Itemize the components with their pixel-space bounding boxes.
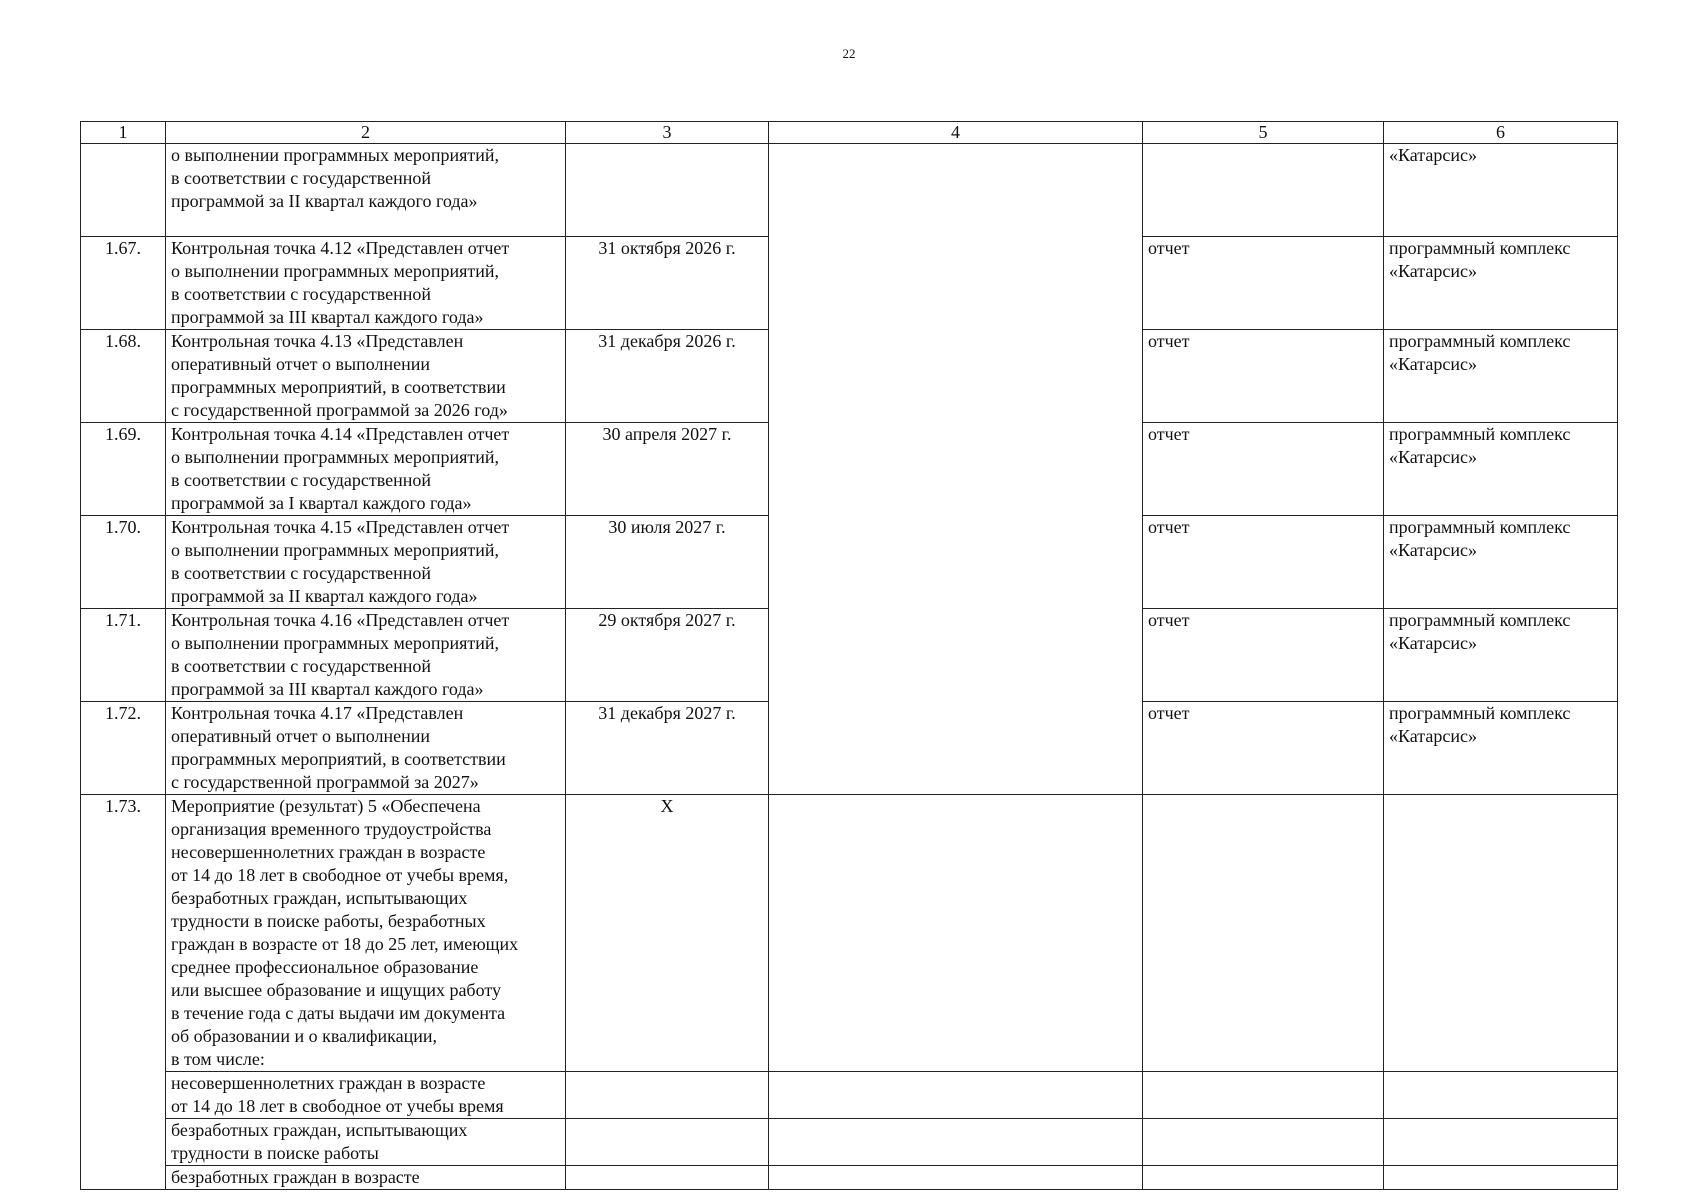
empty-cell	[1384, 795, 1618, 1072]
row-date: 31 декабря 2027 г.	[566, 702, 769, 795]
empty-cell	[1384, 1119, 1618, 1166]
row-text: Контрольная точка 4.13 «Представлен оперативный отчет о выполнении программных мероприятий, в соответствии с государственной программой за 2026 год»	[166, 330, 566, 423]
empty-cell	[1143, 1072, 1384, 1119]
empty-cell	[769, 1072, 1143, 1119]
row-source: программный комплекс «Катарсис»	[1384, 516, 1618, 609]
row-number: 1.69.	[81, 423, 166, 516]
row-date: 30 апреля 2027 г.	[566, 423, 769, 516]
row-number: 1.68.	[81, 330, 166, 423]
empty-cell	[769, 795, 1143, 1072]
table-row	[81, 1072, 1618, 1119]
row-date: 31 декабря 2026 г.	[566, 330, 769, 423]
row-text: о выполнении программных мероприятий, в соответствии с государственной программой за II квартал каждого года»	[166, 144, 566, 237]
row-source: программный комплекс «Катарсис»	[1384, 609, 1618, 702]
row-number: 1.71.	[81, 609, 166, 702]
header-cell: 6	[1384, 122, 1618, 144]
page-number: 22	[842, 46, 856, 61]
subrow-text: безработных граждан, испытывающих трудности в поиске работы	[166, 1119, 566, 1166]
row-text: Контрольная точка 4.15 «Представлен отчет о выполнении программных мероприятий, в соответствии с государственной программой за II квартал каждого года»	[166, 516, 566, 609]
header-row	[81, 122, 1618, 144]
row-text: Контрольная точка 4.16 «Представлен отчет о выполнении программных мероприятий, в соответствии с государственной программой за III квартал каждого года»	[166, 609, 566, 702]
row-type: отчет	[1143, 237, 1384, 330]
header-cell: 2	[166, 122, 566, 144]
table-row	[81, 144, 1618, 237]
row-date: 29 октября 2027 г.	[566, 609, 769, 702]
row-type	[1143, 144, 1384, 237]
row-date	[566, 144, 769, 237]
header-cell: 1	[81, 122, 166, 144]
event-text: Мероприятие (результат) 5 «Обеспечена организация временного трудоустройства несовершеннолетних граждан в возрасте от 14 до 18 лет в свободное от учебы время, безработных граждан, испытывающих трудности в поиске работы, безработных граждан в возрасте от 18 до 25 лет, имеющих среднее профессиональное образование или высшее образование и ищущих работу в течение года с даты выдачи им документа об образовании и о квалификации, в том числе:	[166, 795, 566, 1072]
empty-cell	[1143, 1166, 1384, 1190]
empty-cell	[1384, 1072, 1618, 1119]
row-text: Контрольная точка 4.12 «Представлен отчет о выполнении программных мероприятий, в соответствии с государственной программой за III квартал каждого года»	[166, 237, 566, 330]
row-source: «Катарсис»	[1384, 144, 1618, 237]
row-number: 1.67.	[81, 237, 166, 330]
row-date: 30 июля 2027 г.	[566, 516, 769, 609]
row-number: 1.72.	[81, 702, 166, 795]
empty-cell	[1143, 1119, 1384, 1166]
empty-cell	[1143, 795, 1384, 1072]
empty-cell	[566, 1072, 769, 1119]
event-date: X	[566, 795, 769, 1072]
table-row	[81, 1166, 1618, 1190]
row-number: 1.73.	[81, 795, 166, 1190]
empty-cell	[566, 1166, 769, 1190]
col4-merged-cell	[769, 144, 1143, 795]
row-number: 1.70.	[81, 516, 166, 609]
empty-cell	[1384, 1166, 1618, 1190]
row-source: программный комплекс «Катарсис»	[1384, 702, 1618, 795]
header-cell: 3	[566, 122, 769, 144]
header-cell: 4	[769, 122, 1143, 144]
row-number	[81, 144, 166, 237]
row-source: программный комплекс «Катарсис»	[1384, 237, 1618, 330]
row-text: Контрольная точка 4.17 «Представлен оперативный отчет о выполнении программных мероприятий, в соответствии с государственной программой за 2027»	[166, 702, 566, 795]
row-text: Контрольная точка 4.14 «Представлен отчет о выполнении программных мероприятий, в соответствии с государственной программой за I квартал каждого года»	[166, 423, 566, 516]
row-type: отчет	[1143, 702, 1384, 795]
empty-cell	[566, 1119, 769, 1166]
empty-cell	[769, 1119, 1143, 1166]
row-source: программный комплекс «Катарсис»	[1384, 423, 1618, 516]
row-source: программный комплекс «Катарсис»	[1384, 330, 1618, 423]
subrow-text: несовершеннолетних граждан в возрасте от 14 до 18 лет в свободное от учебы время	[166, 1072, 566, 1119]
header-cell: 5	[1143, 122, 1384, 144]
row-type: отчет	[1143, 330, 1384, 423]
control-points-table	[80, 121, 1618, 1190]
row-type: отчет	[1143, 609, 1384, 702]
empty-cell	[769, 1166, 1143, 1190]
table-row	[81, 1119, 1618, 1166]
subrow-text: безработных граждан в возрасте	[166, 1166, 566, 1190]
row-date: 31 октября 2026 г.	[566, 237, 769, 330]
row-type: отчет	[1143, 423, 1384, 516]
table-row	[81, 795, 1618, 1072]
row-type: отчет	[1143, 516, 1384, 609]
